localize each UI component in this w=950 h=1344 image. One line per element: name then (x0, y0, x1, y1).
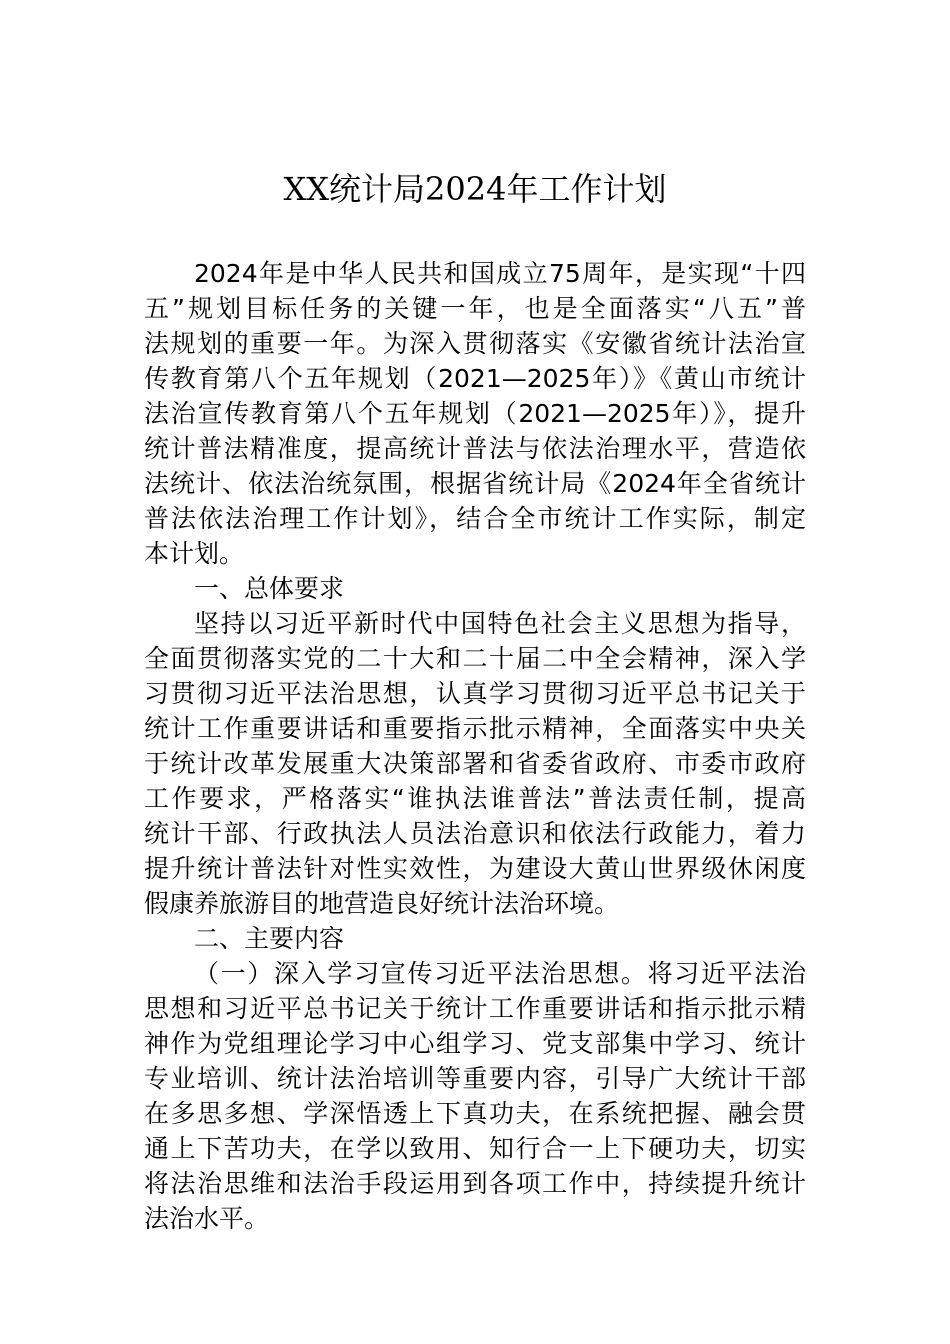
paragraph-line: 本计划。 (144, 539, 245, 568)
paragraph-line: 工作要求，严格落实“谁执法谁普法”普法责任制，提高 (144, 784, 806, 813)
paragraph-line: 习贯彻习近平法治思想，认真学习贯彻习近平总书记关于 (144, 679, 806, 708)
paragraph-line: 专业培训、统计法治培训等重要内容，引导广大统计干部 (144, 1064, 806, 1093)
paragraph-line: 法治宣传教育第八个五年规划（2021—2025年）》，提升 (144, 399, 806, 428)
paragraph-line: 坚持以习近平新时代中国特色社会主义思想为指导， (194, 609, 806, 638)
paragraph-line: 法规划的重要一年。为深入贯彻落实《安徽省统计法治宣 (144, 329, 806, 358)
paragraph-line: 五”规划目标任务的关键一年，也是全面落实“八五”普 (144, 294, 806, 323)
paragraph-line: 法统计、依法治统氛围，根据省统计局《2024年全省统计 (144, 469, 806, 498)
paragraph-line: 神作为党组理论学习中心组学习、党支部集中学习、统计 (144, 1029, 806, 1058)
paragraph-line: 通上下苦功夫，在学以致用、知行合一上下硬功夫，切实 (144, 1134, 806, 1163)
paragraph-line: 传教育第八个五年规划（2021—2025年）》《黄山市统计 (144, 364, 806, 393)
paragraph-line: 在多思多想、学深悟透上下真功夫，在系统把握、融会贯 (144, 1099, 806, 1128)
paragraph-line: 假康养旅游目的地营造良好统计法治环境。 (144, 889, 620, 918)
paragraph-line: 2024年是中华人民共和国成立75周年，是实现“十四 (194, 259, 806, 288)
paragraph-line: 统计普法精准度，提高统计普法与依法治理水平，营造依 (144, 434, 806, 463)
paragraph-line: 统计干部、行政执法人员法治意识和依法行政能力，着力 (144, 819, 806, 848)
paragraph-line: （一）深入学习宣传习近平法治思想。将习近平法治 (194, 959, 806, 988)
paragraph-line: 提升统计普法针对性实效性，为建设大黄山世界级休闲度 (144, 854, 806, 883)
paragraph-line: 普法依法治理工作计划》，结合全市统计工作实际，制定 (144, 504, 806, 533)
section-heading: 一、总体要求 (194, 574, 345, 603)
paragraph-line: 统计工作重要讲话和重要指示批示精神，全面落实中央关 (144, 714, 806, 743)
paragraph-line: 将法治思维和法治手段运用到各项工作中，持续提升统计 (144, 1169, 806, 1198)
paragraph-line: 法治水平。 (144, 1204, 270, 1233)
paragraph-line: 于统计改革发展重大决策部署和省委省政府、市委市政府 (144, 749, 806, 778)
document-title: XX统计局2024年工作计划 (283, 170, 667, 208)
section-heading: 二、主要内容 (194, 924, 345, 953)
paragraph-line: 全面贯彻落实党的二十大和二十届二中全会精神，深入学 (144, 644, 806, 673)
paragraph-line: 思想和习近平总书记关于统计工作重要讲话和指示批示精 (144, 994, 806, 1023)
